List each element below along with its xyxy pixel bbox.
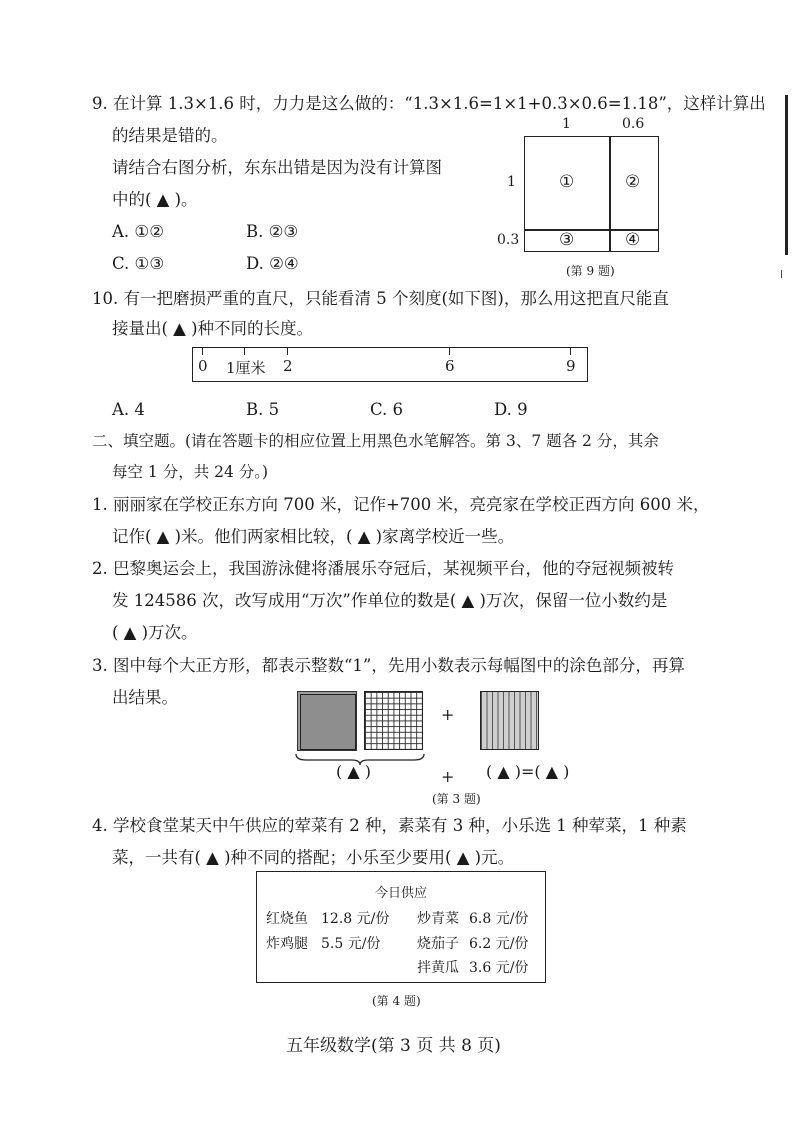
ruler-label-0: 0 bbox=[198, 357, 208, 375]
f2-line1: 2. 巴黎奥运会上，我国游泳健将潘展乐夺冠后，某视频平台，他的夺冠视频被转 bbox=[92, 559, 674, 578]
f2-line3: ( ▲ )万次。 bbox=[112, 623, 198, 642]
ruler-label-9: 9 bbox=[566, 357, 576, 375]
menu-veg-1-price: 6.8 元/份 bbox=[469, 911, 529, 927]
q9-option-c: C. ①③ bbox=[112, 254, 165, 273]
menu-title: 今日供应 bbox=[374, 886, 427, 901]
page-edge-tick bbox=[781, 270, 782, 278]
f3-grid-square bbox=[364, 691, 423, 750]
q10-line2: 接量出( ▲ )种不同的长度。 bbox=[112, 319, 314, 338]
f4-menu-box bbox=[256, 871, 546, 983]
menu-meat-2-price: 5.5 元/份 bbox=[321, 936, 381, 952]
ruler-tick-0 bbox=[202, 348, 203, 355]
menu-meat-1-name: 红烧鱼 bbox=[266, 911, 308, 927]
q9-fig-region-4: ④ bbox=[625, 230, 641, 250]
f3-line2: 出结果。 bbox=[112, 688, 178, 707]
f3-plus-2: + bbox=[441, 767, 455, 786]
f3-plus-1: + bbox=[441, 705, 455, 724]
ruler-label-6: 6 bbox=[445, 357, 455, 375]
f4-caption: (第 4 题) bbox=[372, 994, 421, 1008]
f2-line2: 发 124586 次，改写成用“万次”作单位的数是( ▲ )万次，保留一位小数约是 bbox=[112, 591, 668, 610]
menu-veg-3-name: 拌黄瓜 bbox=[417, 960, 459, 976]
f3-blank-2: ( ▲ )=( ▲ ) bbox=[486, 762, 570, 781]
f3-striped-square bbox=[480, 691, 539, 750]
q9-option-b: B. ②③ bbox=[246, 222, 299, 241]
q10-option-a: A. 4 bbox=[112, 400, 145, 419]
q9-fig-region-2: ② bbox=[625, 172, 641, 192]
page-edge-mark bbox=[785, 95, 788, 255]
page-footer: 五年级数学(第 3 页 共 8 页) bbox=[286, 1036, 501, 1056]
menu-veg-2-name: 烧茄子 bbox=[417, 936, 459, 952]
menu-veg-1-name: 炒青菜 bbox=[417, 911, 459, 927]
ruler-tick-6 bbox=[449, 348, 450, 355]
q9-option-d: D. ②④ bbox=[246, 254, 299, 273]
menu-meat-1-price: 12.8 元/份 bbox=[321, 911, 390, 927]
f4-line2: 菜，一共有( ▲ )种不同的搭配；小乐至少要用( ▲ )元。 bbox=[112, 848, 515, 867]
q9-fig-caption: (第 9 题) bbox=[566, 264, 615, 278]
q9-fig-top-06: 0.6 bbox=[622, 116, 645, 132]
q10-option-b: B. 5 bbox=[246, 400, 280, 419]
q9-fig-top-1: 1 bbox=[562, 116, 571, 132]
f4-line1: 4. 学校食堂某天中午供应的荤菜有 2 种，素菜有 3 种，小乐选 1 种荤菜，1 种素 bbox=[92, 816, 687, 835]
f3-full-square bbox=[300, 694, 356, 750]
ruler-tick-9 bbox=[570, 348, 571, 355]
menu-veg-2-price: 6.2 元/份 bbox=[469, 936, 529, 952]
menu-meat-2-name: 炸鸡腿 bbox=[266, 936, 308, 952]
q9-line1: 9. 在计算 1.3×1.6 时，力力是这么做的：“1.3×1.6=1×1+0.3×0.6=1.18”，这样计算出 bbox=[92, 94, 766, 113]
q9-line3: 请结合右图分析，东东出错是因为没有计算图 bbox=[112, 158, 442, 177]
f3-blank-1: ( ▲ ) bbox=[336, 762, 371, 781]
q9-line2: 的结果是错的。 bbox=[112, 126, 228, 145]
f1-line2: 记作( ▲ )米。他们两家相比较，( ▲ )家离学校近一些。 bbox=[112, 527, 515, 546]
q9-option-a: A. ①② bbox=[112, 222, 164, 241]
q9-fig-region-3: ③ bbox=[559, 230, 575, 250]
f3-caption: (第 3 题) bbox=[432, 792, 481, 806]
q9-figure-vline bbox=[609, 136, 611, 252]
q9-line4: 中的( ▲ )。 bbox=[112, 190, 198, 209]
section2-heading: 二、填空题。(请在答题卡的相应位置上用黑色水笔解答。第 3、7 题各 2 分，其余 bbox=[92, 432, 659, 450]
q9-fig-left-03: 0.3 bbox=[497, 232, 520, 248]
q10-option-d: D. 9 bbox=[494, 400, 528, 419]
menu-veg-3-price: 3.6 元/份 bbox=[469, 960, 529, 976]
q9-fig-left-1: 1 bbox=[507, 174, 516, 190]
ruler-tick-1 bbox=[244, 348, 245, 355]
ruler-label-1: 1厘米 bbox=[226, 359, 266, 377]
f1-line1: 1. 丽丽家在学校正东方向 700 米，记作+700 米，亮亮家在学校正西方向 600 米， bbox=[92, 495, 710, 514]
ruler-label-2: 2 bbox=[283, 357, 293, 375]
f3-line1: 3. 图中每个大正方形，都表示整数“1”，先用小数表示每幅图中的涂色部分，再算 bbox=[92, 656, 685, 675]
q9-fig-region-1: ① bbox=[559, 172, 575, 192]
ruler-tick-2 bbox=[287, 348, 288, 355]
q10-option-c: C. 6 bbox=[370, 400, 404, 419]
section2-heading-line2: 每空 1 分，共 24 分。) bbox=[112, 463, 269, 481]
q10-line1: 10. 有一把磨损严重的直尺，只能看清 5 个刻度(如下图)，那么用这把直尺能直 bbox=[92, 289, 669, 308]
